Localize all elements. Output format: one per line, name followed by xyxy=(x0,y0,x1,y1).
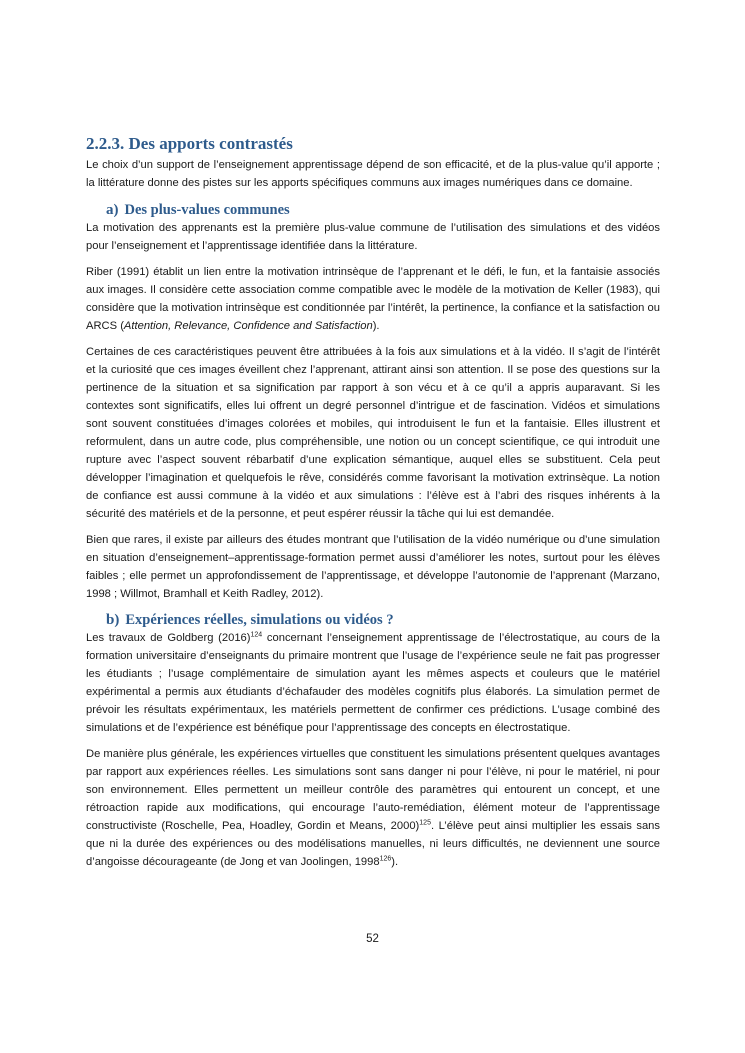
paragraph-virtual-experiments xyxy=(86,745,660,871)
section-heading: 2.2.3. Des apports contrastés xyxy=(86,134,293,153)
footnote-ref-124[interactable]: 124 xyxy=(250,631,263,639)
paragraph-goldberg xyxy=(86,629,660,737)
paragraph-studies: Bien que rares, il existe par ailleurs des études montrant que l’utilisation de la vidéo numérique ou d’une simulation en situation d’enseignement–apprentissage-formation permet aussi d’améliorer les notes, surtout pour les élèves faibles ; elle permet un approfondissement de l’apprentissage, et développe l’autonomie de l’apprenant (Marzano, 1998 ; Willmot, Bramhall et Keith Radley, 2012). xyxy=(86,534,660,600)
section-intro: Le choix d’un support de l’enseignement apprentissage dépend de son efficacité, et de la plus-value qu’il apporte ; la littérature donne des pistes sur les apports spécifiques communs aux images numériques dans ce domaine. xyxy=(86,159,660,189)
paragraph-virtual-start: De manière plus générale, les expériences virtuelles que constituent les simulations présentent quelques avantages par rapport aux expériences réelles. Les simulations sont sans danger ni pour l’élève, ni pour le matériel, ni pour son environnement. Elles permettent un meilleur contrôle des paramètres qui entourent un concept, et une rétroaction rapide aux modifications, qui encourage l’auto-remédiation, élément moteur de l’apprentissage constructiviste (Roschelle, Pea, Hoadley, Gordin et Means, 2000) xyxy=(86,748,661,832)
paragraph-motivation: La motivation des apprenants est la première plus-value commune de l’utilisation des simulations et des vidéos pour l’enseignement et l’apprentissage identifiée dans la littérature. xyxy=(86,222,660,252)
paragraph-riber-text: Riber (1991) établit un lien entre la motivation intrinsèque de l’apprenant et le défi, le fun, et la fantaisie associés aux images. Il considère cette association comme compatible avec le modèle de la motivation de Keller (1983), qui considère que la motivation intrinsèque est conditionnée par l’intérêt, la pertinence, la confiance et la satisfaction ou ARCS ( xyxy=(86,266,660,332)
paragraph-riber-end: ). xyxy=(372,320,380,332)
subsection-b-title: Expériences réelles, simulations ou vidéos ? xyxy=(125,612,394,628)
paragraph-riber xyxy=(86,263,660,335)
footnote-ref-125[interactable]: 125 xyxy=(419,819,431,827)
subsection-b-number: b) xyxy=(106,612,120,628)
subsection-a-heading xyxy=(106,201,660,219)
paragraph-characteristics: Certaines de ces caractéristiques peuvent être attribuées à la fois aux simulations et à la vidéo. Il s’agit de l’intérêt et la curiosité que ces images éveillent chez l’apprenant, attirant ainsi son attention. Il se pose des questions sur la pertinence de la situation et sa signification par rapport à son vécu et à ce qu’il a appris auparavant. Si les contextes sont significatifs, elles lui offrent un degré personnel d’intrigue et de fascination. Vidéos et simulations sont souvent constituées d’images colorées et mobiles, qui introduisent le fun et la fantaisie. Elles illustrent et reformulent, dans un autre code, plus compréhensible, une notion ou un concept scientifique, ce qui introduit une rupture avec l’aspect souvent rébarbatif d’une explication sémantique, auquel elles se substituent. Cela peut développer l’imagination et quelquefois le rêve, considérés comme favorisant la motivation extrinsèque. La notion de confiance est aussi commune à la vidéo et aux simulations : l’élève est à l’abri des risques inhérents à la sécurité des matériels et de la personne, et peut espérer réussir la tâche qui lui est demandée. xyxy=(86,346,660,520)
subsection-a-title: Des plus-values communes xyxy=(124,202,290,218)
paragraph-goldberg-start: Les travaux de Goldberg (2016) xyxy=(86,632,251,644)
paragraph-goldberg-rest: concernant l’enseignement apprentissage de l’électrostatique, au cours de la formation universitaire d’enseignants du primaire montrent que l’usage de l’expérience seule ne fait pas progresser les étudiants ; l’usage complémentaire de simulation ayant les mêmes aspects et couleurs que le matériel expérimental a permis aux étudiants d’échafauder des modèles cognitifs plus élaborés. La simulation permet de prévoir les résultats expérimentaux, les matériels permettent de confirmer ces prédictions. L’usage combiné des simulations et de l’expérience est bénéfique pour l’apprentissage des concepts en électrostatique. xyxy=(86,632,660,734)
paragraph-virtual-end: ). xyxy=(391,856,399,868)
paragraph-virtual-mid: . L’élève peut ainsi multiplier les essais sans que ni la durée des expériences ou des modélisations manuelles, ni leurs difficultés, ne deviennent une source d’angoisse décourageante (de Jong et van Joolingen, 1998 xyxy=(86,820,660,868)
page-number: 52 xyxy=(366,933,379,945)
footnote-ref-126[interactable]: 126 xyxy=(379,855,392,863)
subsection-b-heading xyxy=(106,611,660,629)
arcs-expansion: Attention, Relevance, Confidence and Satisfaction xyxy=(123,320,373,332)
page-body xyxy=(86,134,660,879)
subsection-a-number: a) xyxy=(106,202,119,218)
